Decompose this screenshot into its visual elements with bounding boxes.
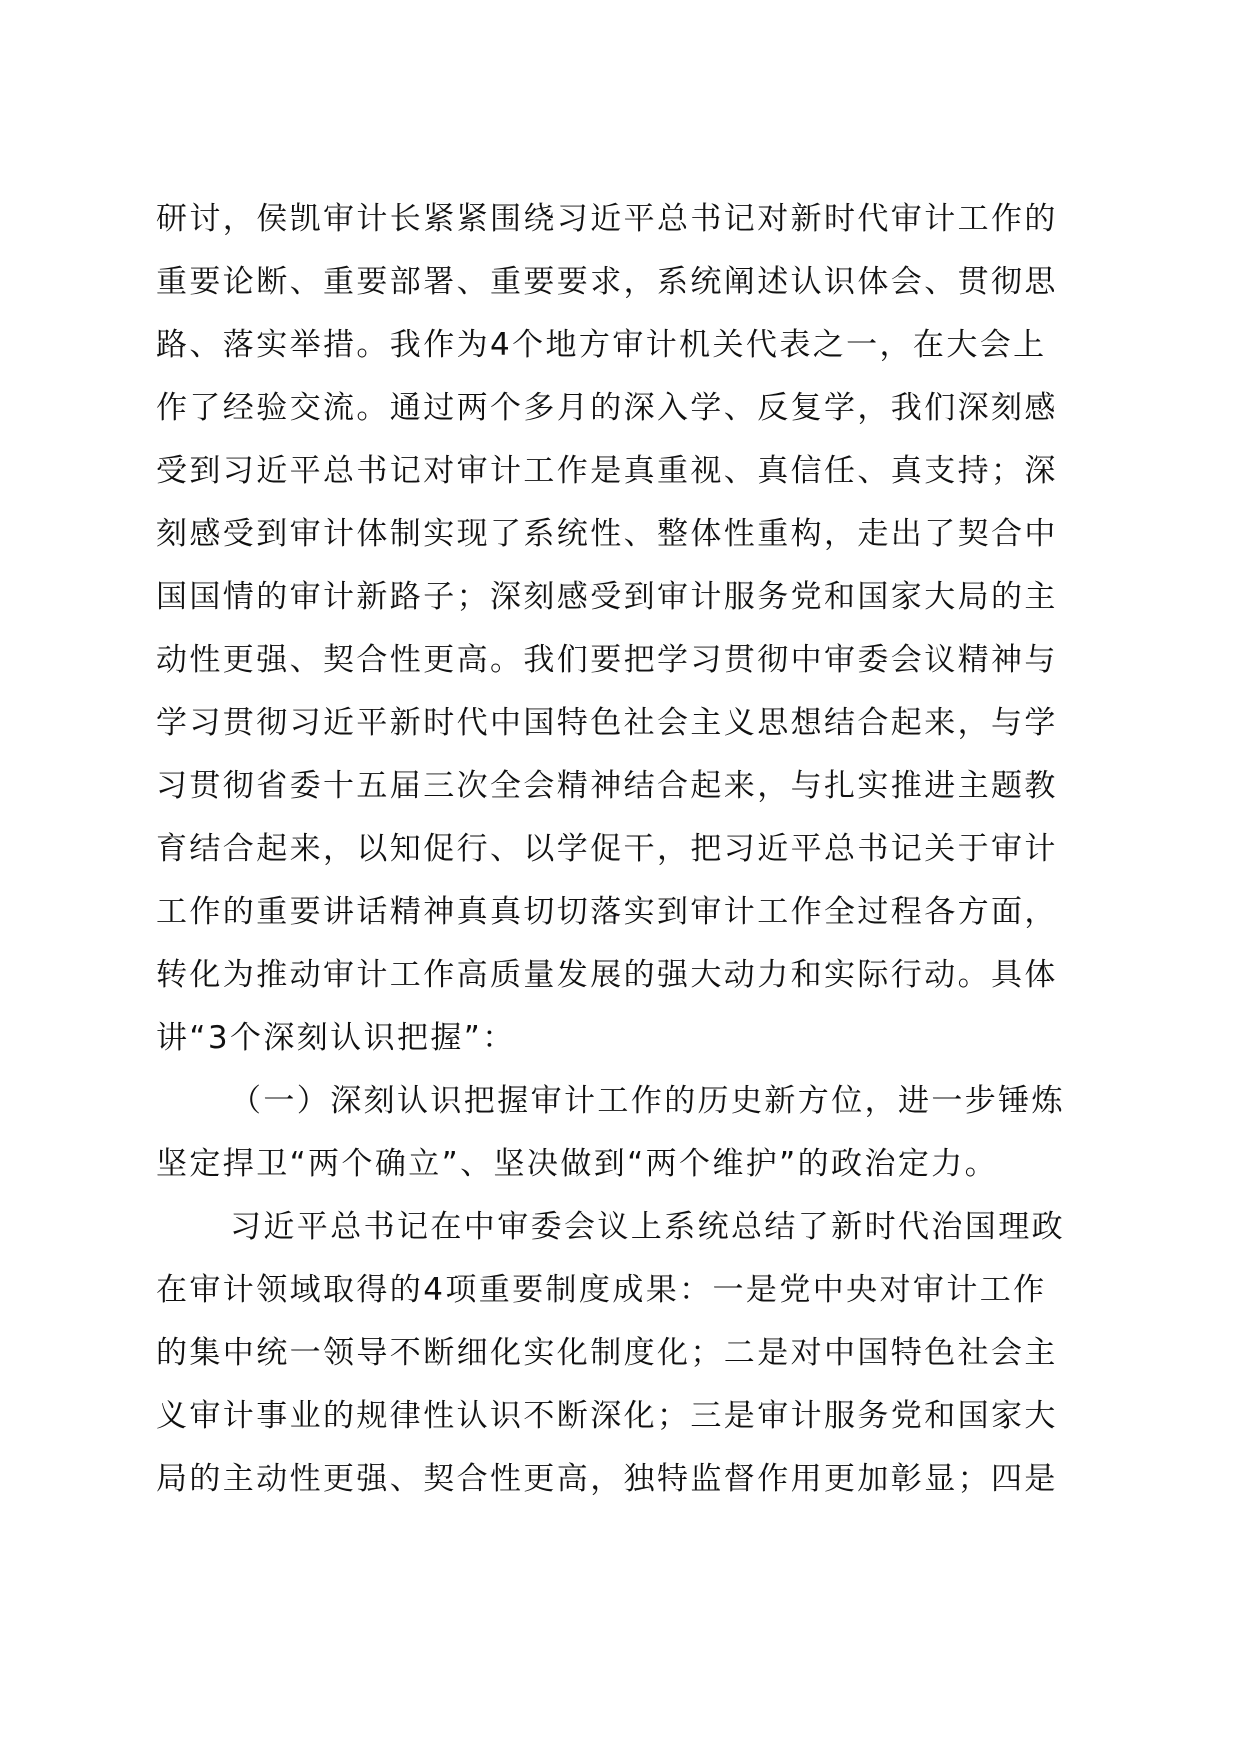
body-line-20: 义审计事业的规律性认识不断深化；三是审计服务党和国家大: [156, 1398, 1058, 1434]
body-line-10: 习贯彻省委十五届三次全会精神结合起来，与扎实推进主题教: [156, 768, 1058, 804]
body-line-17: 习近平总书记在中审委会议上系统总结了新时代治国理政: [230, 1209, 1065, 1245]
section-heading-line-2: 坚定捍卫“两个确立”、坚决做到“两个维护”的政治定力。: [156, 1146, 999, 1182]
body-line-11: 育结合起来，以知促行、以学促干，把习近平总书记关于审计: [156, 831, 1058, 867]
body-line-18: 在审计领域取得的4项重要制度成果：一是党中央对审计工作: [156, 1272, 1047, 1308]
body-line-5: 受到习近平总书记对审计工作是真重视、真信任、真支持；深: [156, 453, 1058, 489]
body-line-8: 动性更强、契合性更高。我们要把学习贯彻中审委会议精神与: [156, 642, 1058, 678]
body-line-1: 研讨，侯凯审计长紧紧围绕习近平总书记对新时代审计工作的: [156, 201, 1058, 237]
document-body: [156, 188, 1086, 1511]
body-line-2: 重要论断、重要部署、重要要求，系统阐述认识体会、贯彻思: [156, 264, 1058, 300]
body-line-19: 的集中统一领导不断细化实化制度化；二是对中国特色社会主: [156, 1335, 1058, 1371]
body-line-3: 路、落实举措。我作为4个地方审计机关代表之一，在大会上: [156, 327, 1047, 363]
body-line-13: 转化为推动审计工作高质量发展的强大动力和实际行动。具体: [156, 957, 1058, 993]
body-line-9: 学习贯彻习近平新时代中国特色社会主义思想结合起来，与学: [156, 705, 1058, 741]
body-line-7: 国国情的审计新路子；深刻感受到审计服务党和国家大局的主: [156, 579, 1058, 615]
body-line-6: 刻感受到审计体制实现了系统性、整体性重构，走出了契合中: [156, 516, 1058, 552]
section-heading-line-1: （一）深刻认识把握审计工作的历史新方位，进一步锤炼: [230, 1083, 1065, 1119]
body-line-12: 工作的重要讲话精神真真切切落实到审计工作全过程各方面，: [156, 894, 1058, 930]
body-line-4: 作了经验交流。通过两个多月的深入学、反复学，我们深刻感: [156, 390, 1058, 426]
body-line-14: 讲“3个深刻认识把握”：: [156, 1020, 516, 1056]
body-line-21: 局的主动性更强、契合性更高，独特监督作用更加彰显；四是: [156, 1461, 1058, 1497]
